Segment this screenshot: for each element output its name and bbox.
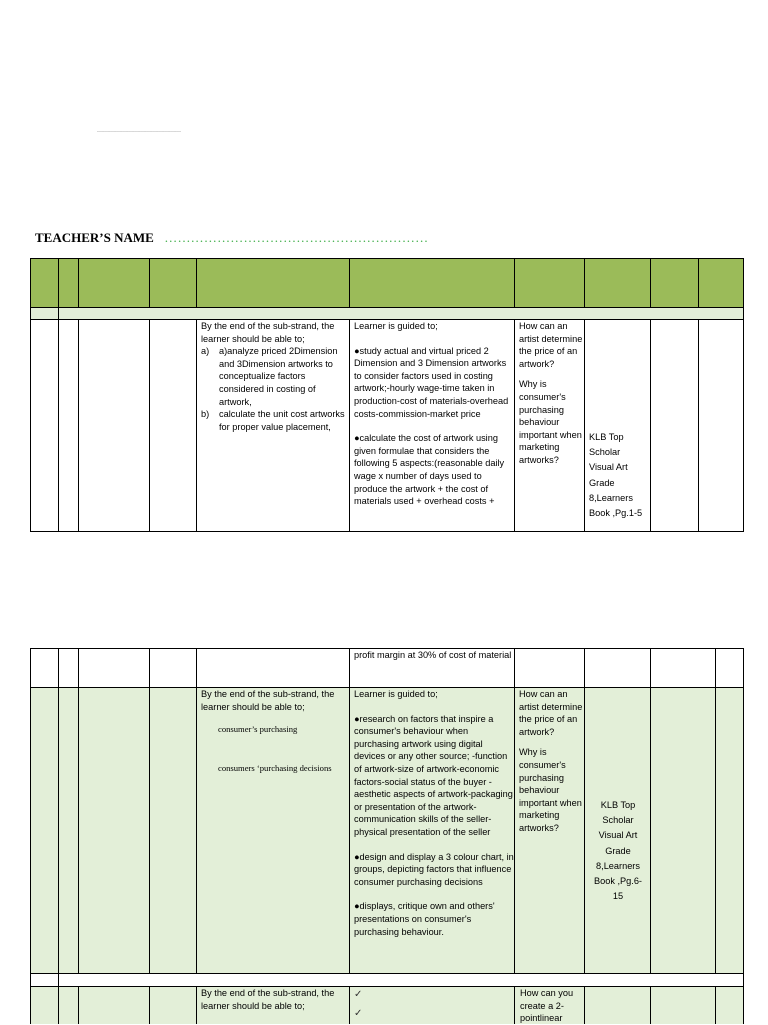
outcomes-intro: By the end of the sub-strand, the learner should be able to; xyxy=(201,689,335,712)
table1-subheader-row xyxy=(30,307,743,319)
table2-row3-outcomes xyxy=(201,987,348,1012)
table2-learning-outcomes xyxy=(201,688,348,774)
teacher-name-label: TEACHER’S NAME xyxy=(35,230,154,245)
outcome-a-marker: a) xyxy=(201,346,210,357)
experience-item: ●displays, critique own and others' presentations on consumer's purchasing behaviour. xyxy=(354,901,495,937)
table2-inquiry-questions xyxy=(519,688,583,835)
table2-continued-experience xyxy=(354,649,512,662)
outcomes-intro: By the end of the sub-strand, the learner should be able to; xyxy=(201,321,335,344)
resources-text: KLB Top Scholar Visual Art Grade 8,Learners Book ,Pg.1-5 xyxy=(589,432,643,519)
table1-resources xyxy=(589,430,647,521)
top-dotted-line: …………………………………… xyxy=(97,128,181,134)
check-icon: ✓ xyxy=(354,989,363,1000)
experiences-intro: Learner is guided to; xyxy=(354,689,438,699)
table1-learning-outcomes xyxy=(201,320,347,433)
inquiry-question: How can you create a 2-pointlinear xyxy=(520,988,574,1024)
table2-row3-experiences xyxy=(354,985,512,1023)
experiences-intro: Learner is guided to; xyxy=(354,321,438,331)
outcome-item: consumer’s purchasing xyxy=(218,724,298,735)
outcomes-intro: By the end of the sub-strand, the learner should be able to; xyxy=(201,988,335,1011)
inquiry-question: Why is consumer's purchasing behaviour important when marketing artworks? xyxy=(519,379,582,465)
experience-item: ●study actual and virtual priced 2 Dimension and 3 Dimension artworks to consider factors used in costing artwork;-hourly wage-time taken in production-cost of materials-overhead costs-commission-market price xyxy=(354,345,509,419)
outcome-b-text: calculate the unit cost artworks for proper value placement, xyxy=(219,409,345,432)
inquiry-question: Why is consumer's purchasing behaviour important when marketing artworks? xyxy=(519,747,582,833)
check-icon: ✓ xyxy=(354,1008,363,1019)
table2-row3-question xyxy=(520,987,583,1025)
inquiry-question: How can an artist determine the price of an artwork? xyxy=(519,689,583,737)
outcome-b-marker: b) xyxy=(201,409,210,420)
table1-header-row xyxy=(30,258,743,307)
experience-item: ●research on factors that inspire a consumer's behaviour when purchasing artwork using digital devices or any other source; -function of artwork-size of artwork-economic factors-social status of the buyer -aesthetic aspects of artwork-packaging or presentation of the artwork-communication skills of the seller-physical presentation of the seller xyxy=(354,713,513,837)
table2-learning-experiences xyxy=(354,688,514,938)
experience-continuation: profit margin at 30% of cost of material xyxy=(354,650,512,660)
teacher-name-line xyxy=(35,229,428,249)
table1-learning-experiences xyxy=(354,320,514,508)
outcome-item: consumers ‘purchasing decisions xyxy=(218,762,332,773)
table2-resources xyxy=(589,798,647,904)
resources-text: KLB Top Scholar Visual Art Grade 8,Learners Book ,Pg.6-15 xyxy=(593,800,642,902)
table1-inquiry-questions xyxy=(519,320,583,467)
inquiry-question: How can an artist determine the price of an artwork? xyxy=(519,321,583,369)
experience-item: ●design and display a 3 colour chart, in groups, depicting factors that influence consumer purchasing decisions xyxy=(354,851,514,887)
teacher-name-field[interactable]: …………………………………………………… xyxy=(164,230,429,245)
outcome-a-text: a)analyze priced 2Dimension and 3Dimension artworks to conceptualize factors considered in costing of artwork, xyxy=(219,346,338,407)
experience-item: ●calculate the cost of artwork using given formulae that considers the following 5 aspects:(reasonable daily wage x number of days used to produce the artwork + the cost of materials used + overhead costs + xyxy=(354,433,505,507)
